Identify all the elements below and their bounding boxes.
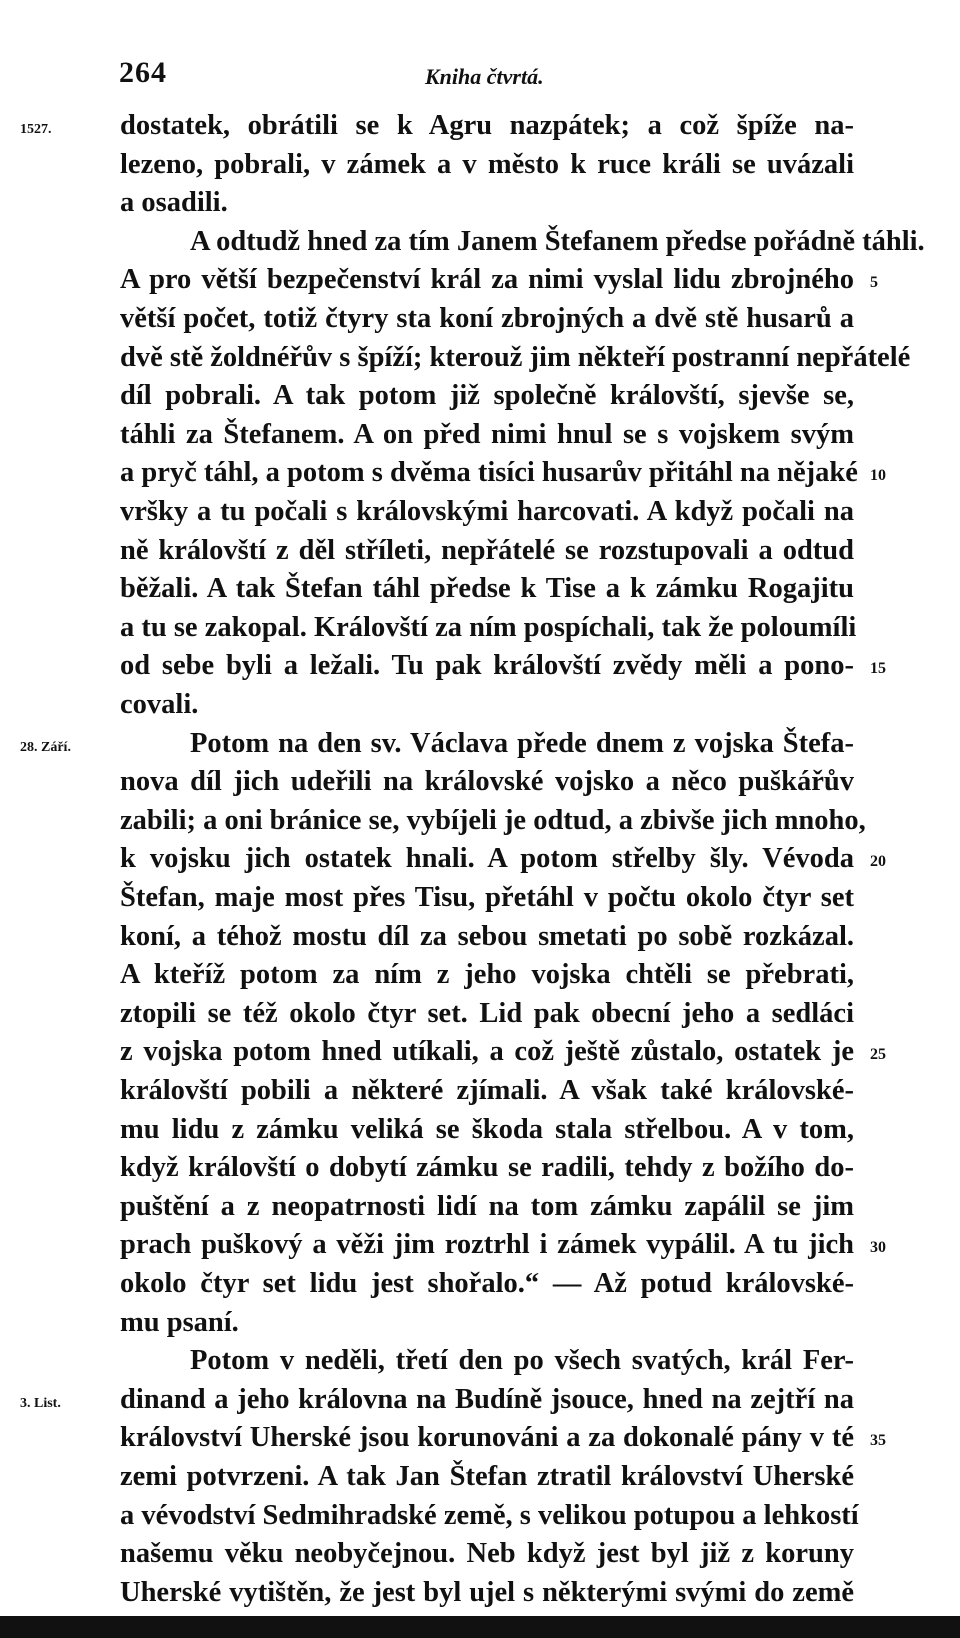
text-line: zabili; a oni bránice se, vybíjeli je odtud, a zbivše jich mnoho, — [120, 804, 866, 836]
text-line: táhli za Štefanem. A on před nimi hnul se s vojskem svým — [120, 418, 854, 450]
text-line: dinand a jeho královna na Budíně jsouce, hned na zejtří na — [120, 1383, 854, 1415]
text-line: mu lidu z zámku veliká se škoda stala střelbou. A v tom, — [120, 1113, 854, 1145]
text-line: ně královští z děl stříleti, nepřátelé se rozstupovali a odtud — [120, 534, 854, 566]
line-number: 30 — [870, 1239, 886, 1257]
text-line: nova díl jich udeřili na královské vojsko a něco puškářův — [120, 766, 854, 798]
text-line: covali. — [120, 689, 199, 720]
text-line: království Uherské jsou korunováni a za dokonalé pány v té — [120, 1422, 854, 1454]
text-line: mu psaní. — [120, 1306, 239, 1338]
text-line: A odtudž hned za tím Janem Štefanem předse pořádně táhli. — [190, 225, 925, 257]
margin-date-note: 1527. — [20, 122, 52, 137]
text-line: a osadili. — [120, 187, 228, 219]
text-line: okolo čtyr set lidu jest shořalo.“ — Až potud královské- — [120, 1268, 854, 1299]
line-number: 10 — [870, 467, 886, 485]
text-line: a pryč táhl, a potom s dvěma tisíci husarův přitáhl na nějaké — [120, 457, 858, 489]
line-number: 5 — [870, 274, 878, 292]
margin-date-note: 3. List. — [20, 1395, 61, 1411]
line-number: 20 — [870, 853, 886, 871]
page-number: 264 — [119, 56, 167, 89]
running-head: Kniha čtvrtá. — [425, 64, 544, 89]
text-line: z vojska potom hned utíkali, a což ještě zůstalo, ostatek je — [120, 1036, 854, 1068]
text-line: Potom v neděli, třetí den po všech svatých, král Fer- — [190, 1345, 854, 1377]
text-line: koní, a téhož mostu díl za sebou smetati po sobě rozkázal. — [120, 920, 854, 952]
text-line: našemu věku neobyčejnou. Neb když jest byl již z koruny — [120, 1538, 854, 1570]
text-line: A pro větší bezpečenství král za nimi vyslal lidu zbrojného — [120, 264, 854, 296]
text-line: lezeno, pobrali, v zámek a v město k ruce králi se uvázali — [120, 148, 854, 180]
text-line: dvě stě žoldnéřův s špíží; kterouž jim někteří postranní nepřátelé — [120, 341, 911, 373]
line-number: 25 — [870, 1046, 886, 1064]
text-line: běžali. A tak Štefan táhl předse k Tise a k zámku Rogajitu — [120, 573, 854, 605]
line-number: 15 — [870, 660, 886, 678]
text-line: díl pobrali. A tak potom již společně královští, sjevše se, — [120, 380, 854, 412]
text-line: vršky a tu počali s královskými harcovati. A když počali na — [120, 496, 854, 527]
text-line: když královští o dobytí zámku se radili, tehdy z božího do- — [120, 1152, 854, 1184]
text-line: k vojsku jich ostatek hnali. A potom střelby šly. Vévoda — [120, 843, 854, 875]
margin-date-note: 28. Září. — [20, 739, 71, 755]
text-line: prach puškový a věži jim roztrhl i zámek vypálil. A tu jich — [120, 1229, 854, 1261]
text-line: A kteříž potom za ním z jeho vojska chtěli se přebrati, — [120, 959, 854, 991]
text-line: královští pobili a některé zjímali. A však také královské- — [120, 1075, 854, 1106]
text-line: ztopili se též okolo čtyr set. Lid pak obecní jeho a sedláci — [120, 997, 854, 1029]
text-line: a vévodství Sedmihradské země, s velikou potupou a lehkostí — [120, 1499, 859, 1531]
text-line: od sebe byli a ležali. Tu pak královští zvědy měli a pono- — [120, 650, 854, 682]
text-line: zemi potvrzeni. A tak Jan Štefan ztratil království Uherské — [120, 1461, 854, 1492]
text-line: větší počet, totiž čtyry sta koní zbrojných a dvě stě husarů a — [120, 303, 854, 334]
text-line: Uherské vytištěn, že jest byl ujel s některými svými do země — [120, 1576, 854, 1608]
text-line: puštění a z neopatrnosti lidí na tom zámku zapálil se jim — [120, 1190, 854, 1222]
line-number: 35 — [870, 1432, 886, 1450]
text-line: Potom na den sv. Václava přede dnem z vojska Štefa- — [190, 727, 854, 759]
text-line: dostatek, obrátili se k Agru nazpátek; a což špíže na- — [120, 110, 854, 141]
bottom-scan-edge — [0, 1616, 960, 1638]
text-line: a tu se zakopal. Královští za ním pospíchali, tak že poloumíli — [120, 611, 857, 643]
text-line: Štefan, maje most přes Tisu, přetáhl v počtu okolo čtyr set — [120, 882, 854, 913]
